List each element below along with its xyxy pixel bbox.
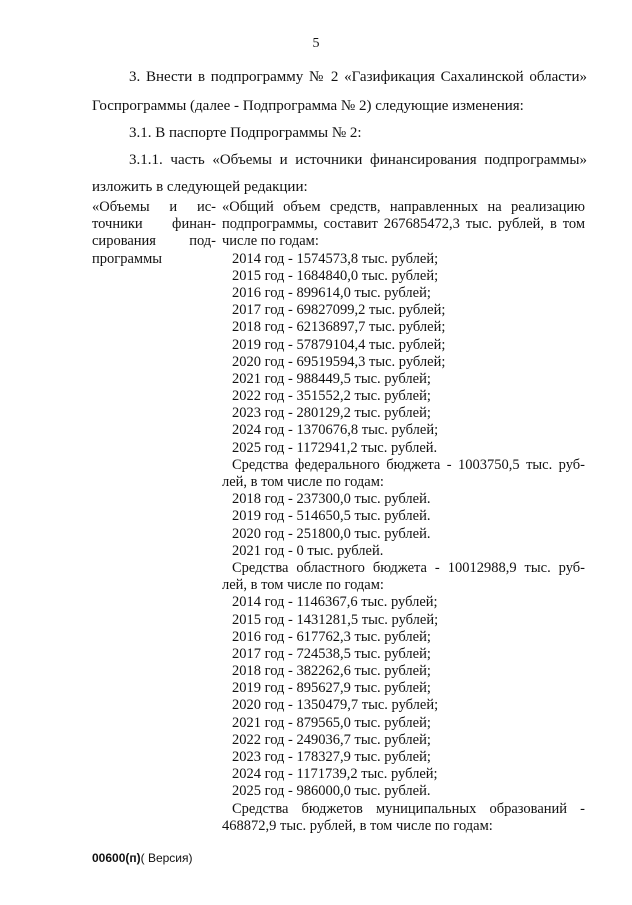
page-number: 5 xyxy=(312,36,320,51)
table-left-column xyxy=(92,199,216,268)
paragraph-item-3-1: 3.1. В паспорте Подпрограммы № 2: xyxy=(129,125,362,141)
total-year-line: 2022 год - 351552,2 тыс. рублей; xyxy=(232,388,431,405)
regional-year-line: 2017 год - 724538,5 тыс. рублей; xyxy=(232,645,431,662)
regional-year-line: 2022 год - 249036,7 тыс. рублей; xyxy=(232,731,431,748)
regional-year-line: 2023 год - 178327,9 тыс. рублей; xyxy=(232,749,431,765)
total-year-line: 2017 год - 69827099,2 тыс. рублей; xyxy=(232,302,446,319)
regional-year-line: 2018 год - 382262,6 тыс. рублей; xyxy=(232,663,431,680)
regional-year-line: 2015 год - 1431281,5 тыс. рублей; xyxy=(232,611,439,628)
total-year-line: 2018 год - 62136897,7 тыс. рублей; xyxy=(232,319,446,336)
left-col-line: точники финан- xyxy=(92,216,216,233)
paragraph-item-3-1-1-cont: изложить в следующей редакции: xyxy=(92,179,308,195)
left-col-line: «Объемы и ис- xyxy=(92,199,216,215)
total-year-line: 2015 год - 1684840,0 тыс. рублей; xyxy=(232,267,439,284)
federal-year-line: 2021 год - 0 тыс. рублей. xyxy=(232,542,384,559)
regional-year-line: 2014 год - 1146367,6 тыс. рублей; xyxy=(232,594,438,611)
total-year-line: 2016 год - 899614,0 тыс. рублей; xyxy=(232,284,431,301)
document-code: 00600(п) xyxy=(92,851,141,865)
municipal-intro-line: 468872,9 тыс. рублей, в том числе по годам: xyxy=(222,817,493,834)
regional-year-line: 2019 год - 895627,9 тыс. рублей; xyxy=(232,680,431,697)
total-year-line: 2021 год - 988449,5 тыс. рублей; xyxy=(232,370,431,387)
regional-year-line: 2016 год - 617762,3 тыс. рублей; xyxy=(232,628,431,645)
federal-year-line: 2019 год - 514650,5 тыс. рублей. xyxy=(232,508,431,525)
intro-line: числе по годам: xyxy=(222,233,319,250)
regional-year-line: 2020 год - 1350479,7 тыс. рублей; xyxy=(232,697,439,714)
paragraph-item-3-cont: Госпрограммы (далее - Подпрограмма № 2) следующие изменения: xyxy=(92,98,524,114)
document-footer xyxy=(92,851,193,865)
federal-intro-line: Средства федерального бюджета - 1003750,5 тыс. руб- xyxy=(232,456,585,473)
federal-intro-line: лей, в том числе по годам: xyxy=(222,474,384,490)
federal-year-line: 2020 год - 251800,0 тыс. рублей. xyxy=(232,525,431,542)
paragraph-item-3-1-1: 3.1.1. часть «Объемы и источники финансирования подпрограммы» xyxy=(129,152,587,168)
table-right-column xyxy=(222,199,585,835)
total-year-line: 2019 год - 57879104,4 тыс. рублей; xyxy=(232,336,446,353)
federal-year-line: 2018 год - 237300,0 тыс. рублей. xyxy=(232,491,431,508)
left-col-line: сирования под- xyxy=(92,233,216,250)
total-year-line: 2020 год - 69519594,3 тыс. рублей; xyxy=(232,353,446,370)
intro-line: подпрограммы, составит 267685472,3 тыс. рублей, в том xyxy=(222,216,585,233)
left-col-line: программы xyxy=(92,250,162,267)
total-year-line: 2024 год - 1370676,8 тыс. рублей; xyxy=(232,422,439,439)
regional-year-line: 2025 год - 986000,0 тыс. рублей. xyxy=(232,783,431,800)
regional-year-line: 2021 год - 879565,0 тыс. рублей; xyxy=(232,714,431,731)
total-year-line: 2025 год - 1172941,2 тыс. рублей. xyxy=(232,439,438,456)
document-version: ( Версия) xyxy=(140,851,193,865)
total-year-line: 2023 год - 280129,2 тыс. рублей; xyxy=(232,405,431,422)
regional-intro-line: лей, в том числе по годам: xyxy=(222,577,384,594)
municipal-intro-line: Средства бюджетов муниципальных образований - xyxy=(232,800,585,817)
regional-year-line: 2024 год - 1171739,2 тыс. рублей; xyxy=(232,766,438,783)
regional-intro-line: Средства областного бюджета - 10012988,9 тыс. руб- xyxy=(232,559,585,576)
intro-line: «Общий объем средств, направленных на реализацию xyxy=(222,199,585,215)
paragraph-item-3: 3. Внести в подпрограмму № 2 «Газификация Сахалинской области» xyxy=(129,69,587,85)
total-year-line: 2014 год - 1574573,8 тыс. рублей; xyxy=(232,250,439,267)
